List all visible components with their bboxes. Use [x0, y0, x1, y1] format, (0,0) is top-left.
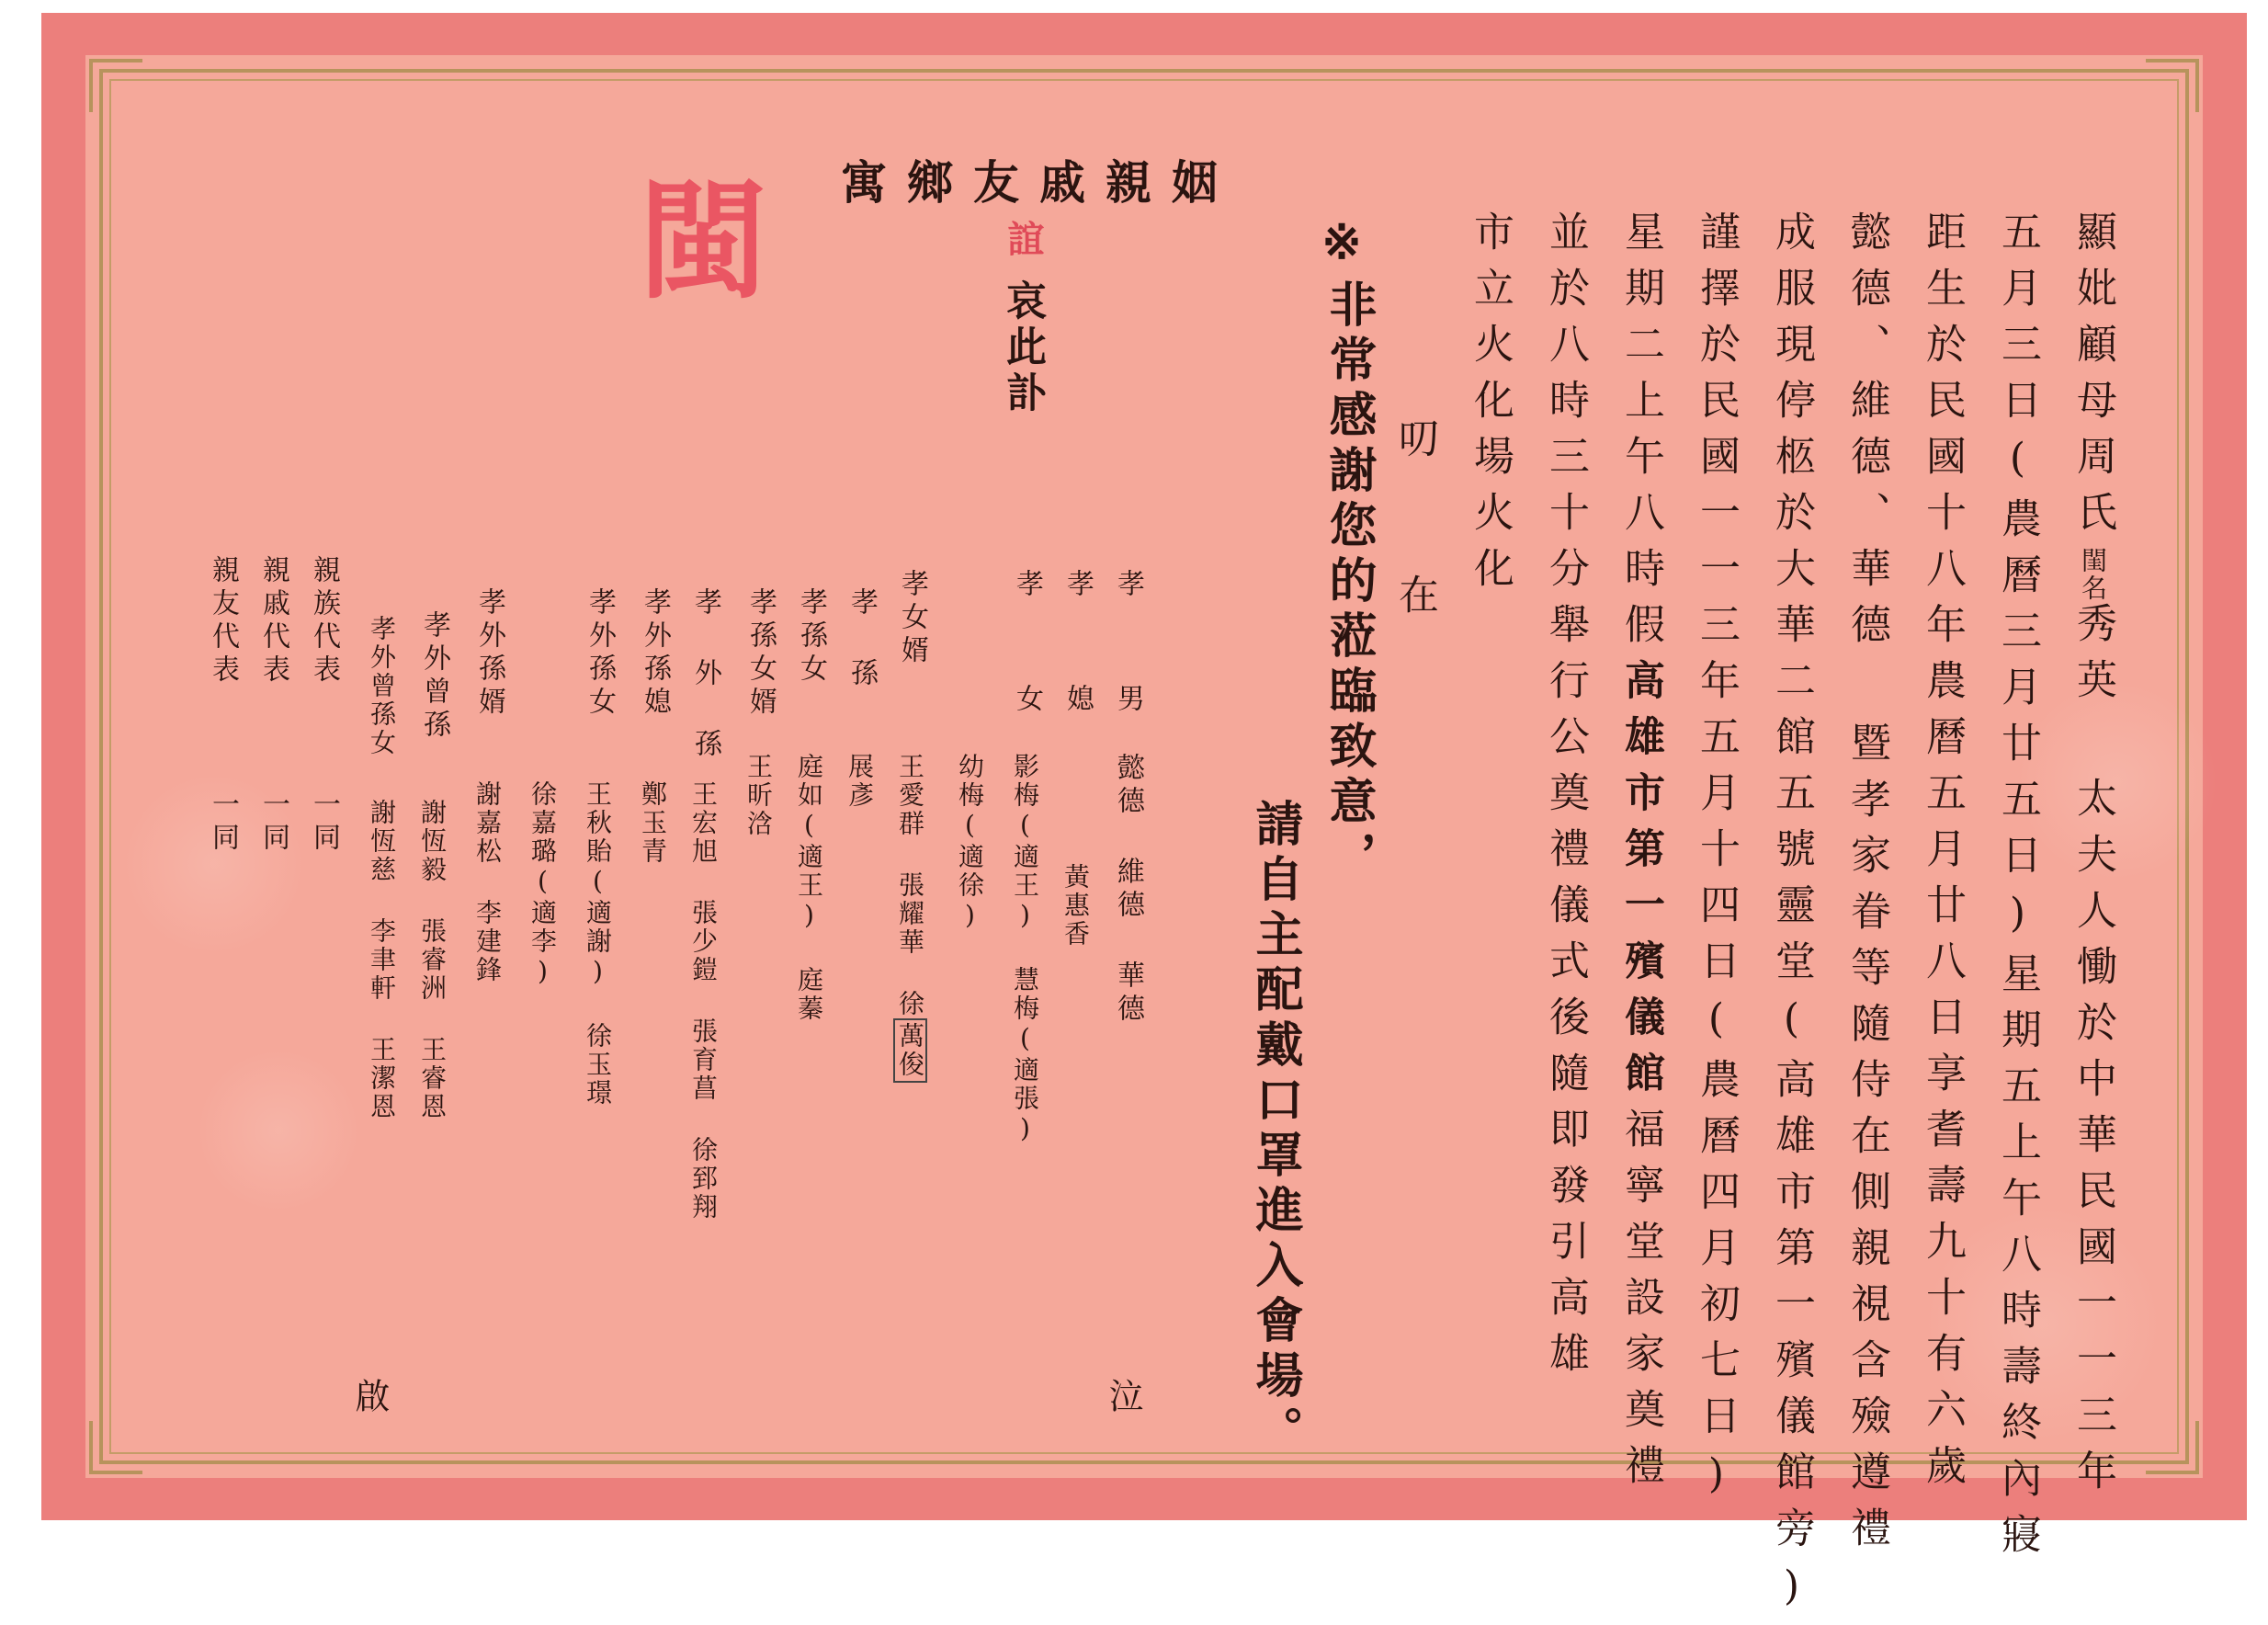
family-names: 謝嘉松 李建鋒 [472, 780, 503, 984]
notice-line-2: 請自主配戴口罩進入會場。 [1247, 799, 1303, 1460]
notice-mark: ※ [1314, 215, 1370, 278]
family-role: 孝外孫媳 [639, 587, 671, 720]
family-sub-role: 女 [1011, 684, 1043, 717]
family-names: 庭如(適王) 庭蓁 [794, 753, 824, 1023]
seal-character: 閩 [638, 166, 767, 317]
body-line-6: 謹擇於民國一一三年五月十四日(農曆四月初七日) [1693, 210, 1740, 1513]
family-names: 一同 [308, 790, 340, 856]
family-role: 孝女婿 [896, 569, 928, 668]
family-names: 王宏旭 張少鎧 張育菖 徐郅翔 [688, 780, 719, 1222]
family-names [891, 753, 928, 1083]
family-role: 孝 外 孫 [689, 587, 721, 762]
family-names: 王昕浛 [743, 753, 774, 838]
family-role: 孝 孫 [845, 587, 878, 691]
corner-ornament [2146, 1421, 2199, 1474]
body-text: 福寧堂設家奠禮 [1617, 1108, 1664, 1500]
family-names: 幼梅(適徐) [955, 753, 985, 933]
family-names: 徐嘉璐(適李) [527, 780, 558, 989]
funeral-hall-name: 高雄市第一殯儀館 [1617, 659, 1664, 1108]
family-names-text: 王愛群 張耀華 徐 [895, 753, 925, 1018]
flower-decoration [196, 1048, 361, 1213]
body-text: 星期二上午八時假 [1617, 210, 1664, 659]
family-role: 親族代表 [308, 555, 340, 688]
family-role: 孝 [1112, 569, 1144, 602]
body-line-1 [2063, 210, 2122, 1506]
family-names: 黃惠香 [1060, 863, 1091, 949]
body-line-5: 成服現停柩於大華二館五號靈堂(高雄市第一殯儀館旁) [1768, 210, 1815, 1625]
family-sub-role: 男 [1112, 684, 1144, 717]
family-names: 展彥 [845, 753, 875, 810]
mourn-notice: 哀此訃 [999, 279, 1046, 417]
body-line-8: 並於八時三十分舉行公奠禮儀式後隨即發引高雄 [1542, 210, 1589, 1388]
body-line-11: 在 [1391, 574, 1438, 630]
family-role: 孝 [1061, 569, 1094, 602]
family-role: 孝孫女 [795, 587, 827, 687]
body-line-4: 懿德、維德、華德 暨孝家眷等隨侍在側親視含殮遵禮 [1843, 210, 1890, 1562]
family-role: 孝外曾孫女 [367, 615, 397, 757]
announce-character: 啟 [349, 1378, 390, 1413]
family-names: 王秋貽(適謝) 徐玉璟 [583, 780, 613, 1108]
family-names: 鄭玉青 [638, 780, 668, 866]
body-text-small: 閨名 [2078, 547, 2108, 602]
family-names: 一同 [257, 790, 289, 856]
body-line-3: 距生於民國十八年農曆五月廿八日享耆壽九十有六歲 [1919, 210, 1966, 1500]
notice-line-1: 非常感謝您的蒞臨致意， [1321, 279, 1377, 886]
family-role: 孝孫女婿 [744, 587, 777, 720]
family-role: 孝外孫婿 [473, 587, 505, 720]
corner-ornament [89, 59, 142, 112]
body-line-9: 市立火化場火化 [1467, 210, 1514, 603]
body-text: 秀英 太夫人慟於中華民國一一三年 [2070, 602, 2116, 1506]
family-names: 謝恆慈 李聿軒 王潔恩 [367, 799, 397, 1121]
family-role: 孝外孫女 [584, 587, 616, 720]
family-names: 影梅(適王) 慧梅(適張) [1010, 753, 1040, 1146]
family-role: 親友代表 [207, 555, 239, 688]
body-line-7 [1611, 210, 1670, 1500]
corner-ornament [89, 1421, 142, 1474]
body-line-2: 五月三日(農曆三月廿五日)星期五上午八時壽終內寢 [1994, 210, 2041, 1569]
weep-character: 泣 [1103, 1378, 1143, 1413]
boxed-name: 萬俊 [893, 1018, 927, 1083]
body-line-10: 叨 [1391, 417, 1438, 473]
heading: 寓鄉友戚親姻 [841, 155, 1238, 210]
family-names: 一同 [207, 790, 239, 856]
obituary-card [41, 13, 2247, 1625]
family-role: 親戚代表 [257, 555, 289, 688]
family-sub-role: 媳 [1061, 684, 1094, 717]
honor-character: 誼 [1002, 220, 1045, 256]
corner-ornament [2146, 59, 2199, 112]
family-role: 孝外曾孫 [418, 610, 450, 743]
family-role: 孝 [1011, 569, 1043, 602]
family-names: 懿德 維德 華德 [1112, 753, 1144, 1027]
body-text: 顯妣顧母周氏 [2070, 210, 2116, 547]
family-names: 謝恆毅 張睿洲 王睿恩 [417, 799, 448, 1121]
